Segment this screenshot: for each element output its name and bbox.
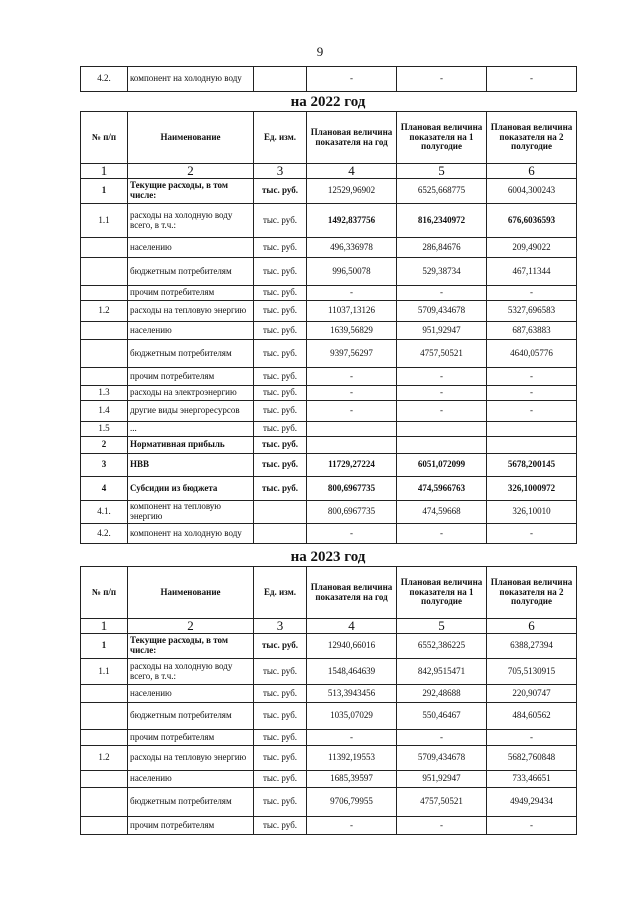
- cell-h2: 5678,200145: [487, 454, 577, 477]
- table-row: [81, 659, 577, 685]
- header-h1: Плановая величина показателя на 1 полугодие: [397, 567, 487, 619]
- table-2023: [80, 566, 577, 835]
- table-row: [81, 204, 577, 238]
- table-2022: [80, 111, 577, 544]
- table-row: [81, 703, 577, 730]
- cell-unit: [254, 67, 307, 92]
- cell-name: Нормативная прибыль: [128, 437, 254, 454]
- cell-h1: 529,38734: [397, 258, 487, 286]
- cell-num: [81, 368, 128, 386]
- cell-num: [81, 703, 128, 730]
- cell-name: бюджетным потребителям: [128, 340, 254, 368]
- cell-year: 11037,13126: [307, 301, 397, 322]
- cell-name: Субсидии из бюджета: [128, 477, 254, 501]
- table-row: [81, 401, 577, 422]
- table-row: [81, 422, 577, 437]
- cell-name: прочим потребителям: [128, 817, 254, 835]
- cell-h1: 5709,434678: [397, 746, 487, 771]
- cell-num: 3: [81, 454, 128, 477]
- cell-unit: тыс. руб.: [254, 454, 307, 477]
- cell-num: 1.4: [81, 401, 128, 422]
- cell-name: прочим потребителям: [128, 368, 254, 386]
- cell-h1: -: [397, 730, 487, 746]
- cell-name: Текущие расходы, в том числе:: [128, 179, 254, 204]
- cell-name: расходы на холодную воду всего, в т.ч.:: [128, 659, 254, 685]
- table-row: [81, 634, 577, 659]
- cell-unit: тыс. руб.: [254, 286, 307, 301]
- colnum-row: [81, 164, 577, 179]
- cell-year: -: [307, 368, 397, 386]
- cell-name: компонент на холодную воду: [128, 67, 254, 92]
- cell-unit: тыс. руб.: [254, 477, 307, 501]
- cell-h1: 6051,072099: [397, 454, 487, 477]
- cell-h1: -: [397, 401, 487, 422]
- cell-h2: 484,60562: [487, 703, 577, 730]
- cell-unit: тыс. руб.: [254, 386, 307, 401]
- cell-h1: [397, 422, 487, 437]
- table-row: [81, 437, 577, 454]
- header-unit: Ед. изм.: [254, 567, 307, 619]
- cell-name: прочим потребителям: [128, 730, 254, 746]
- colnum: 5: [397, 164, 487, 179]
- cell-num: [81, 340, 128, 368]
- cell-year: 1639,56829: [307, 322, 397, 340]
- cell-year: -: [307, 67, 397, 92]
- cell-unit: тыс. руб.: [254, 817, 307, 835]
- cell-h1: 474,59668: [397, 501, 487, 524]
- table-row: [81, 746, 577, 771]
- cell-h2: 220,90747: [487, 685, 577, 703]
- header-num: № п/п: [81, 112, 128, 164]
- cell-name: бюджетным потребителям: [128, 258, 254, 286]
- table-row: [81, 524, 577, 544]
- cell-year: 513,3943456: [307, 685, 397, 703]
- cell-name: населению: [128, 322, 254, 340]
- cell-h1: 286,84676: [397, 238, 487, 258]
- cell-unit: тыс. руб.: [254, 204, 307, 238]
- table-row: [81, 258, 577, 286]
- cell-year: -: [307, 730, 397, 746]
- cell-name: расходы на тепловую энергию: [128, 746, 254, 771]
- cell-num: 1: [81, 179, 128, 204]
- table-row: [81, 301, 577, 322]
- cell-name: населению: [128, 771, 254, 788]
- colnum: 5: [397, 619, 487, 634]
- cell-num: 4.2.: [81, 524, 128, 544]
- cell-h2: 687,63883: [487, 322, 577, 340]
- colnum: 6: [487, 164, 577, 179]
- table-row: [81, 771, 577, 788]
- cell-h2: -: [487, 817, 577, 835]
- cell-num: [81, 322, 128, 340]
- cell-num: [81, 817, 128, 835]
- table-row: [81, 286, 577, 301]
- cell-num: [81, 788, 128, 817]
- header-row: [81, 112, 577, 164]
- cell-h2: 5327,696583: [487, 301, 577, 322]
- cell-year: 1685,39597: [307, 771, 397, 788]
- cell-year: 1492,837756: [307, 204, 397, 238]
- colnum: 2: [128, 619, 254, 634]
- cell-h1: 816,2340972: [397, 204, 487, 238]
- colnum: 4: [307, 619, 397, 634]
- cell-h1: 4757,50521: [397, 340, 487, 368]
- cell-year: 1035,07029: [307, 703, 397, 730]
- table-row: [81, 368, 577, 386]
- section-title-2022: на 2022 год: [290, 94, 366, 110]
- cell-name: расходы на электроэнергию: [128, 386, 254, 401]
- header-name: Наименование: [128, 567, 254, 619]
- cell-num: 1.2: [81, 301, 128, 322]
- cell-h1: -: [397, 817, 487, 835]
- cell-name: бюджетным потребителям: [128, 788, 254, 817]
- colnum-row: [81, 619, 577, 634]
- cell-h1: -: [397, 386, 487, 401]
- cell-h2: 5682,760848: [487, 746, 577, 771]
- cell-h2: 467,11344: [487, 258, 577, 286]
- cell-year: [307, 422, 397, 437]
- cell-unit: тыс. руб.: [254, 788, 307, 817]
- cell-name: прочим потребителям: [128, 286, 254, 301]
- cell-h2: -: [487, 730, 577, 746]
- cell-name: расходы на холодную воду всего, в т.ч.:: [128, 204, 254, 238]
- cell-year: -: [307, 817, 397, 835]
- table-row: [81, 501, 577, 524]
- cell-unit: тыс. руб.: [254, 179, 307, 204]
- cell-h2: -: [487, 401, 577, 422]
- cell-h2: 705,5130915: [487, 659, 577, 685]
- cell-h2: -: [487, 67, 577, 92]
- cell-unit: тыс. руб.: [254, 422, 307, 437]
- cell-h1: -: [397, 67, 487, 92]
- cell-h1: 951,92947: [397, 322, 487, 340]
- cell-unit: тыс. руб.: [254, 322, 307, 340]
- cell-h2: 733,46651: [487, 771, 577, 788]
- cell-unit: тыс. руб.: [254, 771, 307, 788]
- cell-year: -: [307, 401, 397, 422]
- colnum: 3: [254, 619, 307, 634]
- cell-year: 12529,96902: [307, 179, 397, 204]
- cell-unit: тыс. руб.: [254, 301, 307, 322]
- cell-year: 11729,27224: [307, 454, 397, 477]
- table-row: [81, 386, 577, 401]
- table-row: [81, 238, 577, 258]
- cell-year: -: [307, 386, 397, 401]
- header-name: Наименование: [128, 112, 254, 164]
- table-row: [81, 340, 577, 368]
- cell-h2: 676,6036593: [487, 204, 577, 238]
- cell-h1: -: [397, 524, 487, 544]
- cell-h1: 6525,668775: [397, 179, 487, 204]
- table-row: [81, 788, 577, 817]
- cell-year: [307, 437, 397, 454]
- cell-year: -: [307, 286, 397, 301]
- cell-year: 9706,79955: [307, 788, 397, 817]
- cell-h1: 5709,434678: [397, 301, 487, 322]
- cell-unit: [254, 501, 307, 524]
- header-unit: Ед. изм.: [254, 112, 307, 164]
- cell-h1: [397, 437, 487, 454]
- cell-unit: тыс. руб.: [254, 659, 307, 685]
- cell-num: 1.5: [81, 422, 128, 437]
- cell-num: [81, 258, 128, 286]
- cell-num: [81, 685, 128, 703]
- header-row: [81, 567, 577, 619]
- cell-h2: -: [487, 368, 577, 386]
- cell-h1: 292,48688: [397, 685, 487, 703]
- table-row: [81, 454, 577, 477]
- colnum: 4: [307, 164, 397, 179]
- cell-h1: 4757,50521: [397, 788, 487, 817]
- cell-unit: тыс. руб.: [254, 634, 307, 659]
- cell-year: 800,6967735: [307, 477, 397, 501]
- cell-unit: тыс. руб.: [254, 746, 307, 771]
- cell-unit: [254, 524, 307, 544]
- cell-unit: тыс. руб.: [254, 730, 307, 746]
- cell-num: [81, 238, 128, 258]
- cell-unit: тыс. руб.: [254, 685, 307, 703]
- cell-h1: 474,5966763: [397, 477, 487, 501]
- cell-h1: -: [397, 368, 487, 386]
- cell-h2: 4949,29434: [487, 788, 577, 817]
- continuation-table: [80, 66, 577, 92]
- cell-name: расходы на тепловую энергию: [128, 301, 254, 322]
- table-row: [81, 67, 577, 92]
- cell-h2: 4640,05776: [487, 340, 577, 368]
- cell-unit: тыс. руб.: [254, 258, 307, 286]
- cell-num: 1.1: [81, 659, 128, 685]
- cell-num: [81, 286, 128, 301]
- cell-h2: 209,49022: [487, 238, 577, 258]
- table-row: [81, 817, 577, 835]
- cell-num: 1: [81, 634, 128, 659]
- colnum: 1: [81, 164, 128, 179]
- cell-year: 1548,464639: [307, 659, 397, 685]
- section-title-2023: на 2023 год: [290, 549, 366, 565]
- cell-num: 1.2: [81, 746, 128, 771]
- page-number: 9: [316, 44, 324, 59]
- cell-h1: 842,9515471: [397, 659, 487, 685]
- cell-num: 1.3: [81, 386, 128, 401]
- table-row: [81, 477, 577, 501]
- cell-h2: [487, 422, 577, 437]
- cell-h2: 6388,27394: [487, 634, 577, 659]
- cell-h1: 6552,386225: [397, 634, 487, 659]
- table-row: [81, 322, 577, 340]
- header-year: Плановая величина показателя на год: [307, 567, 397, 619]
- cell-h2: -: [487, 524, 577, 544]
- header-h2: Плановая величина показателя на 2 полугодие: [487, 567, 577, 619]
- cell-unit: тыс. руб.: [254, 238, 307, 258]
- cell-num: 4.1.: [81, 501, 128, 524]
- cell-num: 1.1: [81, 204, 128, 238]
- cell-name: НВВ: [128, 454, 254, 477]
- cell-year: 9397,56297: [307, 340, 397, 368]
- cell-name: компонент на тепловую энергию: [128, 501, 254, 524]
- cell-year: 11392,19553: [307, 746, 397, 771]
- cell-year: 996,50078: [307, 258, 397, 286]
- cell-num: [81, 730, 128, 746]
- colnum: 6: [487, 619, 577, 634]
- cell-unit: тыс. руб.: [254, 401, 307, 422]
- cell-name: ...: [128, 422, 254, 437]
- cell-num: [81, 771, 128, 788]
- colnum: 2: [128, 164, 254, 179]
- cell-h2: 326,10010: [487, 501, 577, 524]
- cell-year: 800,6967735: [307, 501, 397, 524]
- cell-num: 4.2.: [81, 67, 128, 92]
- colnum: 1: [81, 619, 128, 634]
- cell-name: другие виды энергоресурсов: [128, 401, 254, 422]
- header-h2: Плановая величина показателя на 2 полугодие: [487, 112, 577, 164]
- cell-unit: тыс. руб.: [254, 368, 307, 386]
- cell-name: населению: [128, 685, 254, 703]
- cell-unit: тыс. руб.: [254, 340, 307, 368]
- cell-name: компонент на холодную воду: [128, 524, 254, 544]
- cell-unit: тыс. руб.: [254, 703, 307, 730]
- cell-name: бюджетным потребителям: [128, 703, 254, 730]
- cell-name: населению: [128, 238, 254, 258]
- header-h1: Плановая величина показателя на 1 полугодие: [397, 112, 487, 164]
- cell-h1: 550,46467: [397, 703, 487, 730]
- cell-h2: 6004,300243: [487, 179, 577, 204]
- cell-num: 4: [81, 477, 128, 501]
- cell-unit: тыс. руб.: [254, 437, 307, 454]
- cell-h1: -: [397, 286, 487, 301]
- table-row: [81, 685, 577, 703]
- cell-h2: [487, 437, 577, 454]
- cell-h2: -: [487, 286, 577, 301]
- cell-name: Текущие расходы, в том числе:: [128, 634, 254, 659]
- cell-h1: 951,92947: [397, 771, 487, 788]
- cell-num: 2: [81, 437, 128, 454]
- colnum: 3: [254, 164, 307, 179]
- header-year: Плановая величина показателя на год: [307, 112, 397, 164]
- cell-year: -: [307, 524, 397, 544]
- cell-year: 12940,66016: [307, 634, 397, 659]
- header-num: № п/п: [81, 567, 128, 619]
- cell-h2: -: [487, 386, 577, 401]
- table-row: [81, 730, 577, 746]
- cell-h2: 326,1000972: [487, 477, 577, 501]
- table-row: [81, 179, 577, 204]
- cell-year: 496,336978: [307, 238, 397, 258]
